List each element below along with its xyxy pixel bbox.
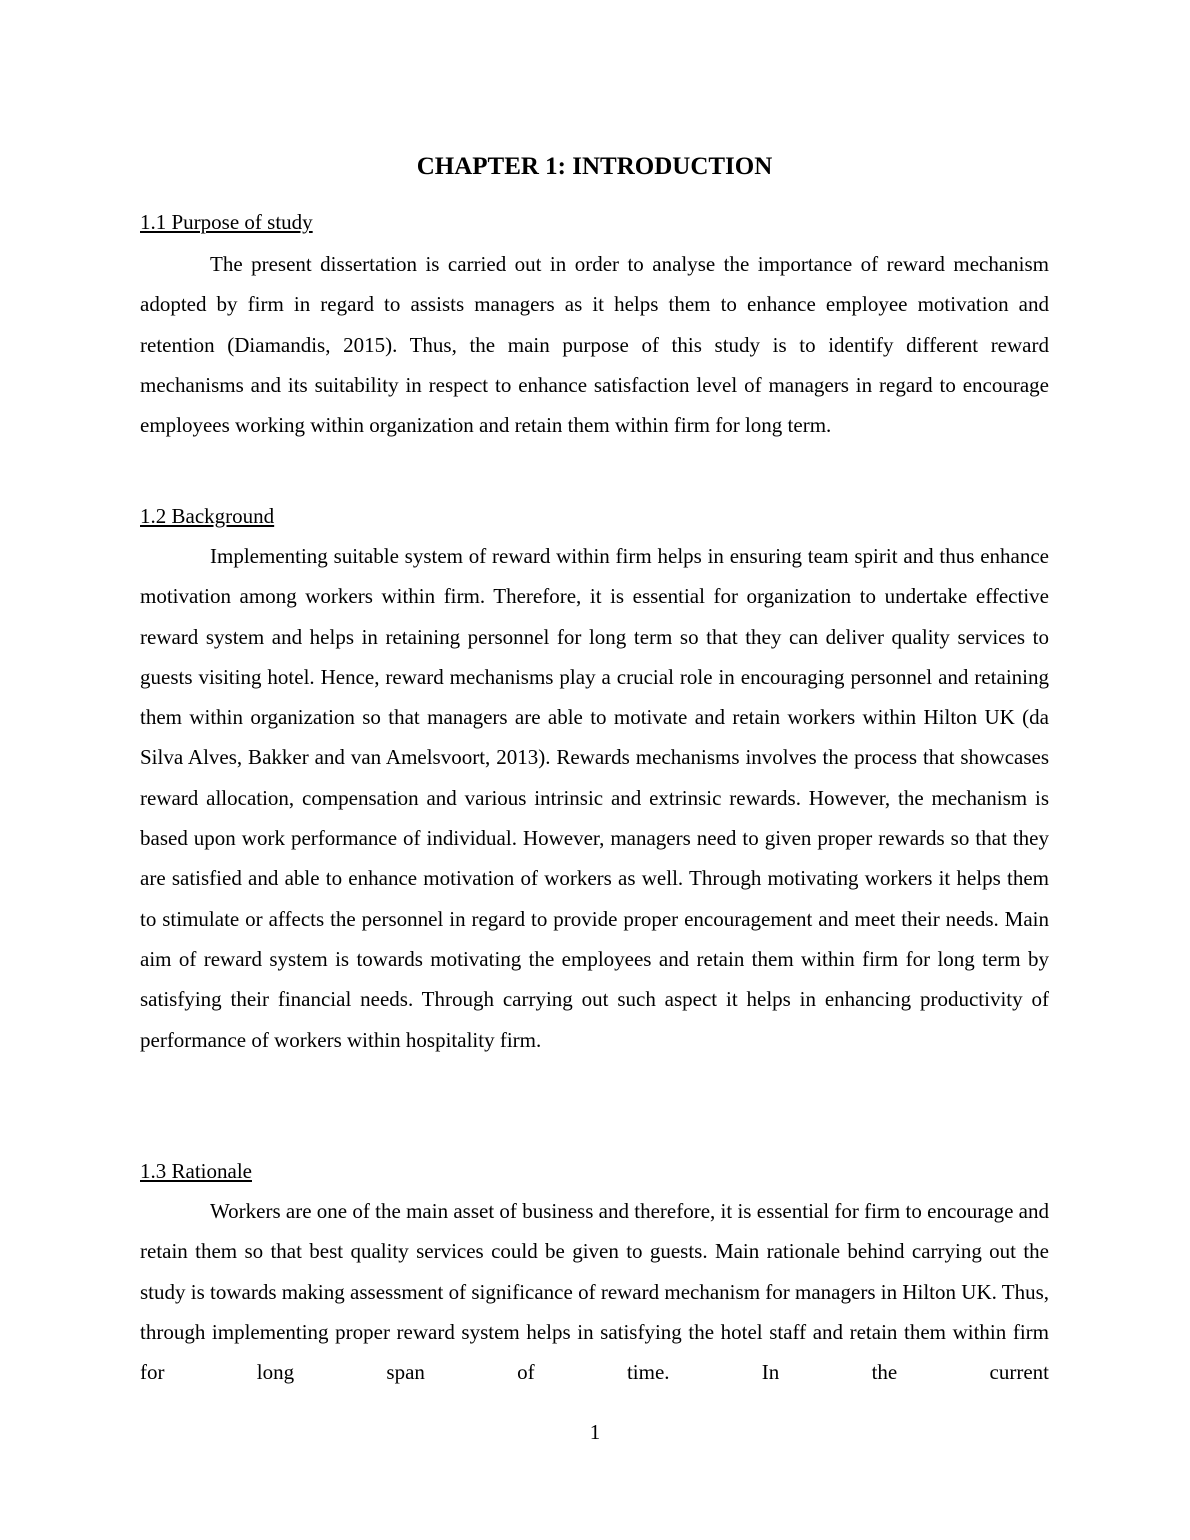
paragraph-rationale: Workers are one of the main asset of business and therefore, it is essential for firm to encourage and retain them so that best quality services could be given to guests. Main rationale behind carrying out the study is towards making assessment of significance of reward mechanism for managers in Hilton UK. Thus, through implementing proper reward system helps in satisfying the hotel staff and retain them within firm for long span of time. In the current <box>140 1199 1049 1385</box>
paragraph-purpose: The present dissertation is carried out in order to analyse the importance of reward mechanism adopted by firm in regard to assists managers as it helps them to enhance employee motivation and retention (Diamandis, 2015). Thus, the main purpose of this study is to identify different reward mechanisms and its suitability in respect to enhance satisfaction level of managers in regard to encourage employees working within organization and retain them within firm for long term. <box>140 252 1049 438</box>
paragraph-background: Implementing suitable system of reward within firm helps in ensuring team spirit and thus enhance motivation among workers within firm. Therefore, it is essential for organization to undertake effective reward system and helps in retaining personnel for long term so that they can deliver quality services to guests visiting hotel. Hence, reward mechanisms play a crucial role in encouraging personnel and retaining them within organization so that managers are able to motivate and retain workers within Hilton UK (da Silva Alves, Bakker and van Amelsvoort, 2013). Rewards mechanisms involves the process that showcases reward allocation, compensation and various intrinsic and extrinsic rewards. However, the mechanism is based upon work performance of individual. However, managers need to given proper rewards so that they are satisfied and able to enhance motivation of workers as well. Through motivating workers it helps them to stimulate or affects the personnel in regard to provide proper encouragement and meet their needs. Main aim of reward system is towards motivating the employees and retain them within firm for long term by satisfying their financial needs. Through carrying out such aspect it helps in enhancing productivity of performance of workers within hospitality firm. <box>140 544 1049 1052</box>
section-heading-purpose: 1.1 Purpose of study <box>140 210 313 234</box>
section-heading-rationale: 1.3 Rationale <box>140 1159 252 1183</box>
chapter-title: CHAPTER 1: INTRODUCTION <box>416 153 773 180</box>
page-number: 1 <box>589 1420 601 1444</box>
section-heading-background: 1.2 Background <box>140 504 275 528</box>
